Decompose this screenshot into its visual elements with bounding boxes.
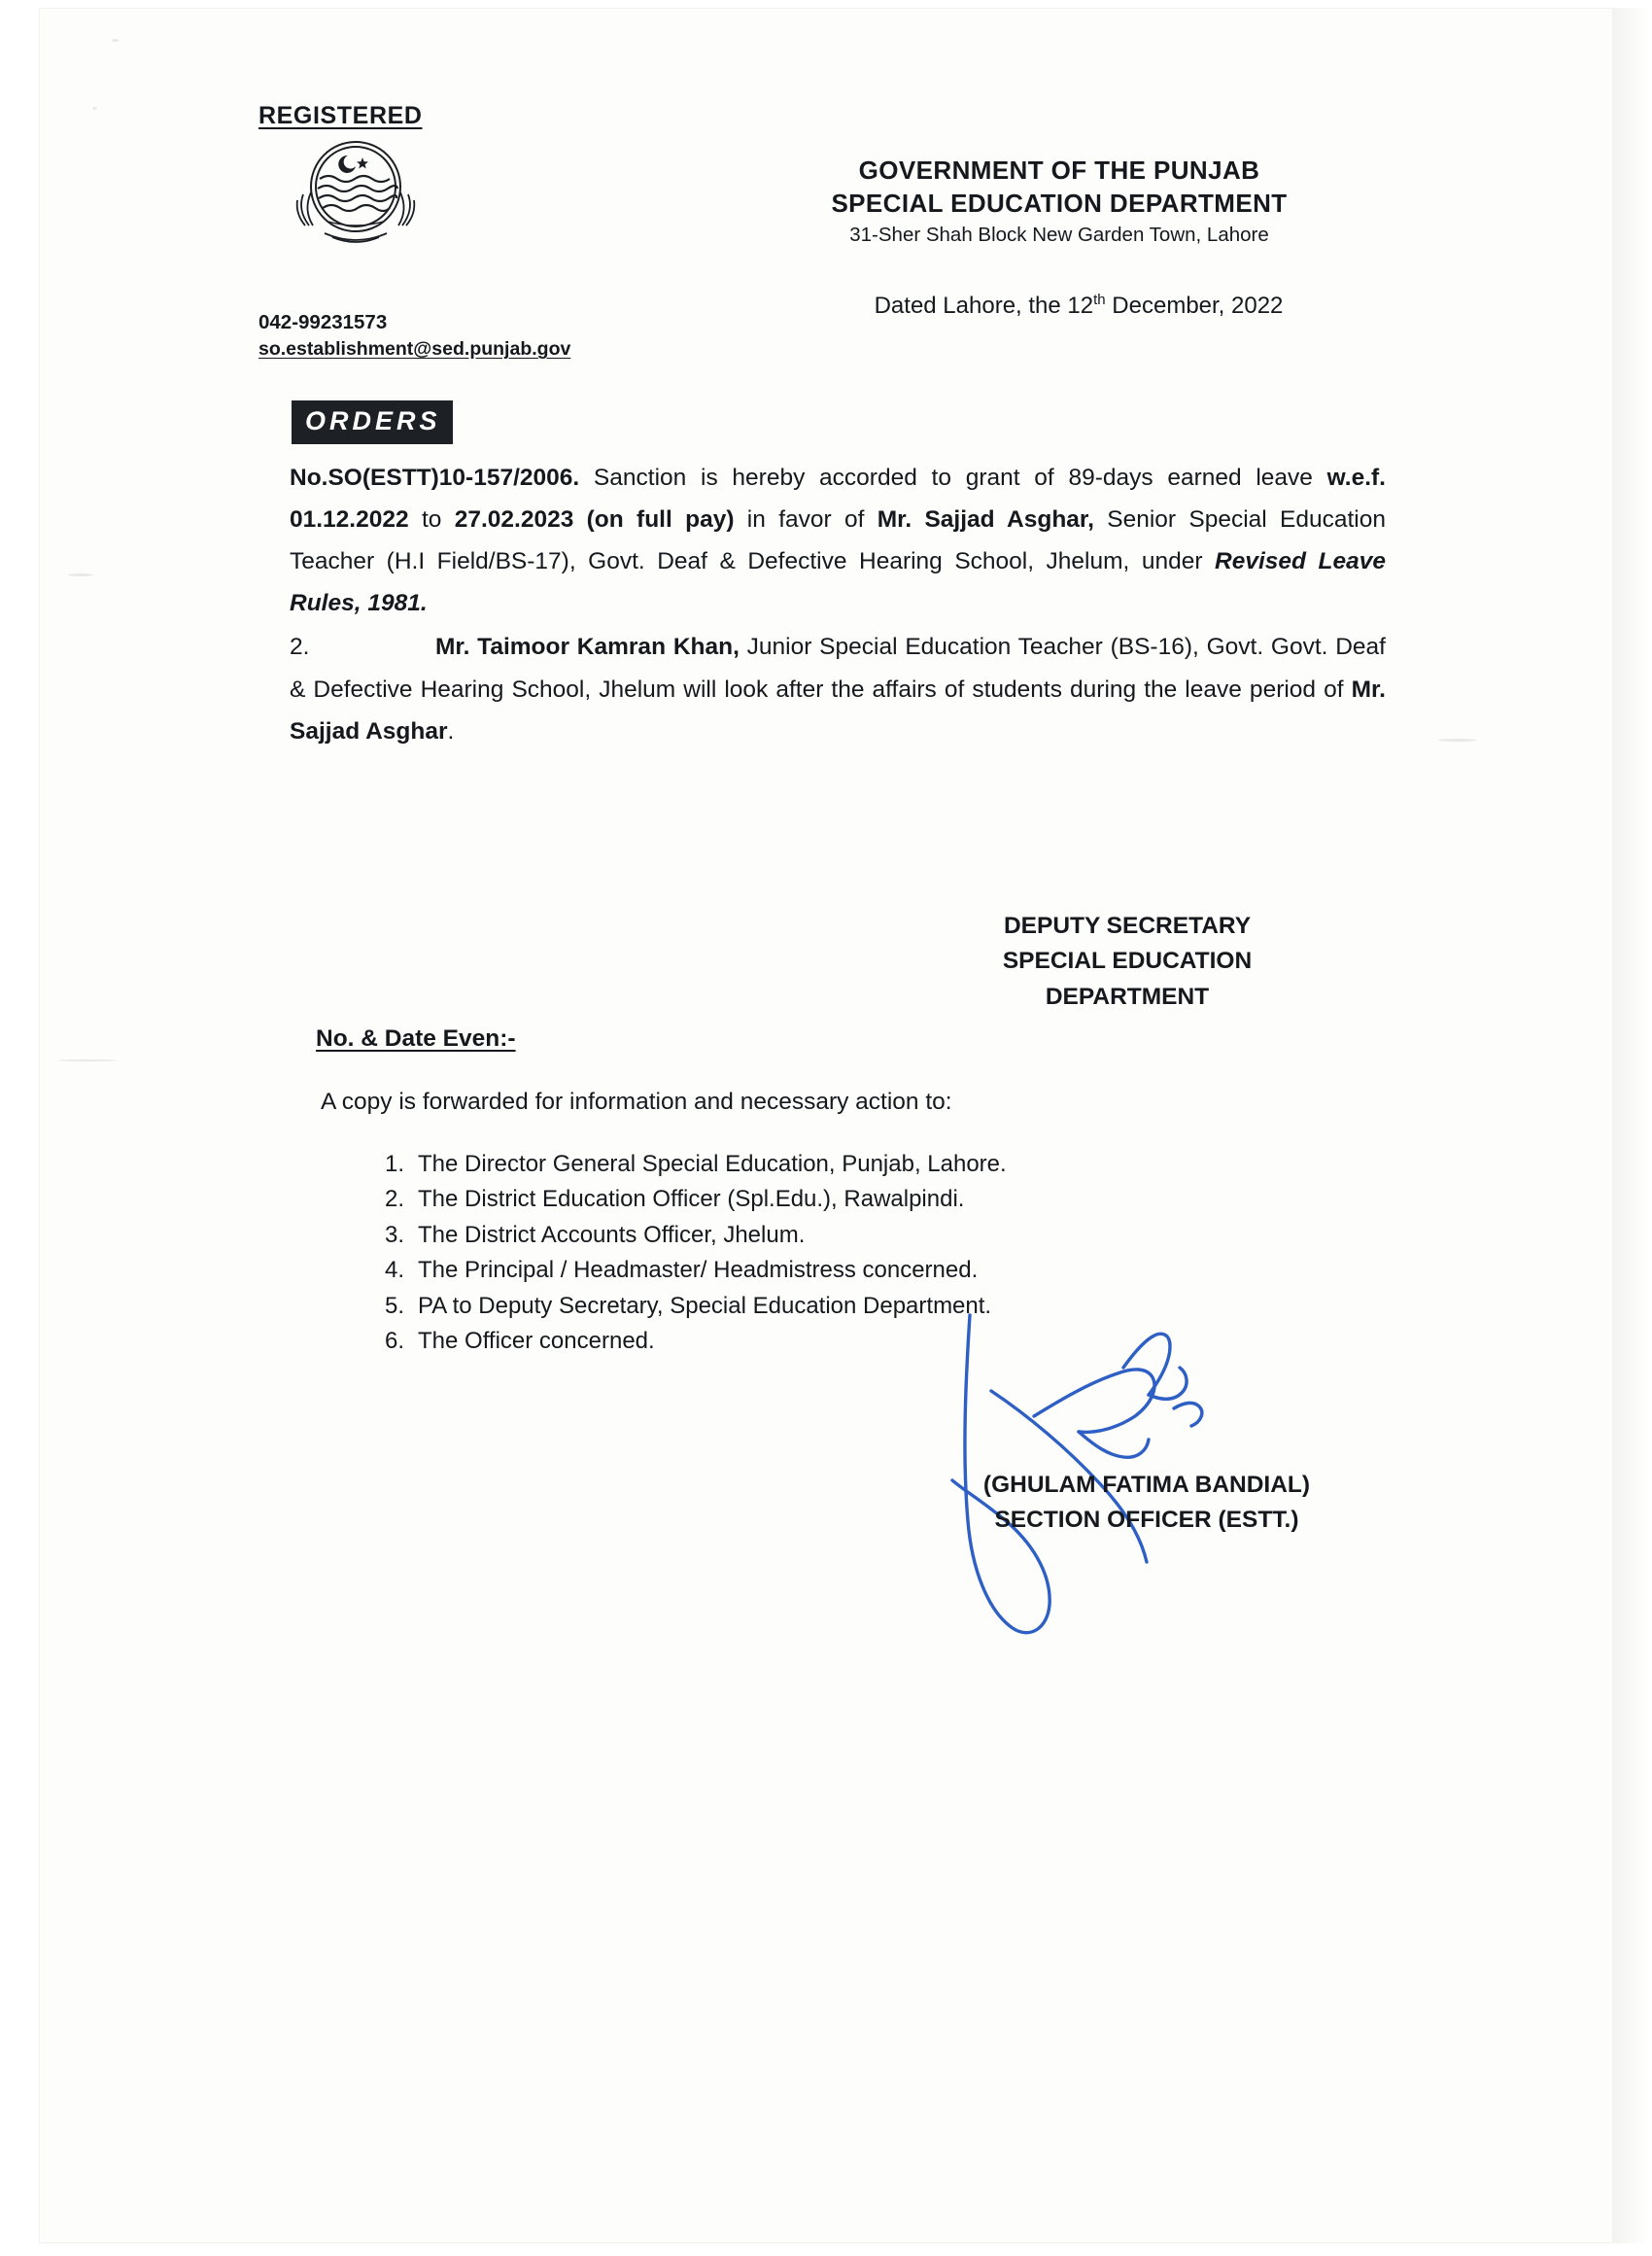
list-item-label: The Director General Special Education, Punjab, Lahore. (418, 1151, 1007, 1177)
copy-forwarded-text: A copy is forwarded for information and necessary action to: (321, 1089, 952, 1115)
scan-speck (1438, 739, 1477, 742)
list-item-number: 2. (384, 1186, 404, 1213)
department-contact (258, 309, 570, 363)
scan-speck (92, 107, 97, 110)
paragraph-2 (290, 626, 1386, 751)
p2-officer-name: Mr. Taimoor Kamran Khan, (435, 634, 740, 661)
list-item (360, 1253, 1234, 1288)
list-item-label: The Principal / Headmaster/ Headmistress concerned. (418, 1257, 979, 1284)
authority-line-3: DEPARTMENT (1045, 983, 1210, 1010)
p1-text-2: to (408, 506, 455, 534)
no-and-date-even-label: No. & Date Even:- (316, 1025, 516, 1052)
p1-officer-name: Mr. Sajjad Asghar, (877, 506, 1094, 534)
order-reference-number: No.SO(ESTT)10-157/2006. (290, 465, 580, 491)
list-item-label: The District Accounts Officer, Jhelum. (418, 1221, 806, 1248)
signer-block (875, 1468, 1419, 1537)
p1-text-1: Sanction is hereby accorded to grant of 89-days earned leave (579, 465, 1327, 491)
list-item-number: 4. (384, 1257, 404, 1284)
list-item-number: 3. (384, 1221, 404, 1248)
list-item (360, 1147, 1234, 1182)
registered-stamp-label: REGISTERED (258, 102, 423, 129)
list-item-number: 5. (384, 1292, 404, 1319)
order-body (290, 457, 1386, 754)
authority-line-1: DEPUTY SECRETARY (1003, 913, 1252, 939)
signer-name: (GHULAM FATIMA BANDIAL) (982, 1472, 1311, 1498)
punjab-government-emblem-icon (264, 136, 447, 251)
p1-rules-reference: Revised Leave Rules, 1981. (290, 548, 1387, 617)
p2-leave-officer-name: Mr. Sajjad Asghar (290, 676, 1386, 745)
dated-suffix: December, 2022 (1105, 293, 1284, 319)
department-title: SPECIAL EDUCATION DEPARTMENT (831, 189, 1288, 218)
p1-wef-date: w.e.f. 01.12.2022 (290, 465, 1386, 534)
letterhead (680, 156, 1438, 247)
p1-to-date: 27.02.2023 (on full pay) (454, 506, 735, 534)
dated-prefix: Dated Lahore, the 12 (874, 293, 1094, 319)
paragraph-1 (290, 457, 1386, 624)
dated-line (680, 292, 1477, 320)
p2-number: 2. (290, 634, 310, 661)
list-item (360, 1218, 1234, 1253)
p1-text-4: Senior Special Education Teacher (H.I Field/BS-17), Govt. Deaf & Defective Hearing School, Jhelum, under (290, 506, 1387, 575)
authority-line-2: SPECIAL EDUCATION (1002, 948, 1253, 975)
government-title: GOVERNMENT OF THE PUNJAB (858, 156, 1260, 185)
department-address: 31-Sher Shah Block New Garden Town, Lahore (849, 224, 1269, 246)
p2-text-1: Junior Special Education Teacher (BS-16), Govt. Govt. Deaf & Defective Hearing School, Jhelum will look after the affairs of students during the leave period of (290, 634, 1386, 703)
signer-designation: SECTION OFFICER (ESTT.) (994, 1506, 1299, 1533)
list-item-label: PA to Deputy Secretary, Special Education Department. (418, 1292, 992, 1319)
scan-speck (112, 39, 119, 42)
phone-number: 042-99231573 (258, 311, 388, 333)
list-item-number: 6. (384, 1328, 404, 1355)
scan-speck (68, 573, 93, 576)
list-item-label: The District Education Officer (Spl.Edu.), Rawalpindi. (418, 1186, 965, 1213)
scan-speck (58, 1059, 117, 1061)
p1-text-3: in favor of (734, 506, 878, 534)
dated-ordinal: th (1093, 292, 1106, 308)
issuing-authority-block (875, 909, 1380, 1015)
orders-banner: ORDERS (292, 400, 453, 444)
p2-text-2: . (447, 717, 455, 745)
email-address: so.establishment@sed.punjab.gov (258, 338, 571, 361)
list-item (360, 1182, 1234, 1217)
list-item-label: The Officer concerned. (418, 1328, 655, 1355)
list-item-number: 1. (384, 1151, 404, 1177)
